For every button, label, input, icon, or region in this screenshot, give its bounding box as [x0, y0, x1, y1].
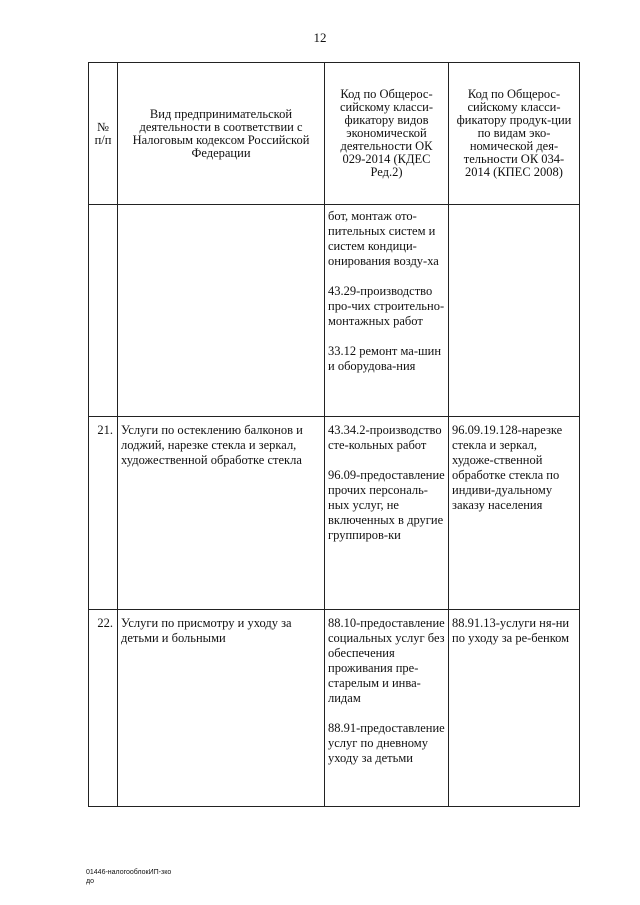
- row-number: 22.: [89, 610, 118, 807]
- row-okved: [325, 610, 449, 807]
- footer-file-suffix: до: [86, 878, 94, 885]
- table-row: [89, 610, 580, 807]
- okved-code: 96.09-предоставление прочих персональ-ных услуг, не включенных в другие группиров-ки: [328, 468, 445, 542]
- document-footer: [86, 868, 171, 886]
- row-number: [89, 205, 118, 417]
- row-activity: Услуги по остеклению балконов и лоджий, нарезке стекла и зеркал, художественной обработке стекла: [118, 417, 325, 610]
- row-activity: Услуги по присмотру и уходу за детьми и больными: [118, 610, 325, 807]
- activity-codes-table: [88, 62, 580, 807]
- row-okved: [325, 205, 449, 417]
- okved-code: 88.91-предоставление услуг по дневному уходу за детьми: [328, 721, 445, 765]
- header-number: № п/п: [89, 63, 118, 205]
- header-okved: Код по Общерос-сийскому класси-фикатору видов экономической деятельности ОК 029-2014 (КДЕС Ред.2): [325, 63, 449, 205]
- header-okpd: Код по Общерос-сийскому класси-фикатору продук-ции по видам эко-номической дея-тельности ОК 034-2014 (КПЕС 2008): [449, 63, 580, 205]
- okved-code: бот, монтаж ото-пительных систем и систем кондици-онирования возду-ха: [328, 209, 439, 268]
- row-okved: [325, 417, 449, 610]
- okved-code: 33.12 ремонт ма-шин и оборудова-ния: [328, 344, 442, 373]
- table-row: [89, 417, 580, 610]
- row-okpd: [449, 205, 580, 417]
- page-number: 12: [313, 30, 327, 45]
- okved-code: 88.10-предоставление социальных услуг без обеспечения проживания пре-старелым и инва-лидам: [328, 616, 445, 705]
- row-activity: [118, 205, 325, 417]
- okved-code: 43.29-производство про-чих строительно-монтажных работ: [328, 284, 445, 328]
- table-row: [89, 205, 580, 417]
- footer-file-name: 01446-налогооблокИП-зко: [86, 869, 172, 876]
- row-okpd: 96.09.19.128-нарезке стекла и зеркал, художе-ственной обработке стекла по индиви-дуальному заказу населения: [449, 417, 580, 610]
- header-activity: Вид предпринимательской деятельности в соответствии с Налоговым кодексом Российской Федерации: [118, 63, 325, 205]
- row-number: 21.: [89, 417, 118, 610]
- okved-code: 43.34.2-производство сте-кольных работ: [328, 423, 442, 452]
- table-header-row: [89, 63, 580, 205]
- row-okpd: 88.91.13-услуги ня-ни по уходу за ре-бенком: [449, 610, 580, 807]
